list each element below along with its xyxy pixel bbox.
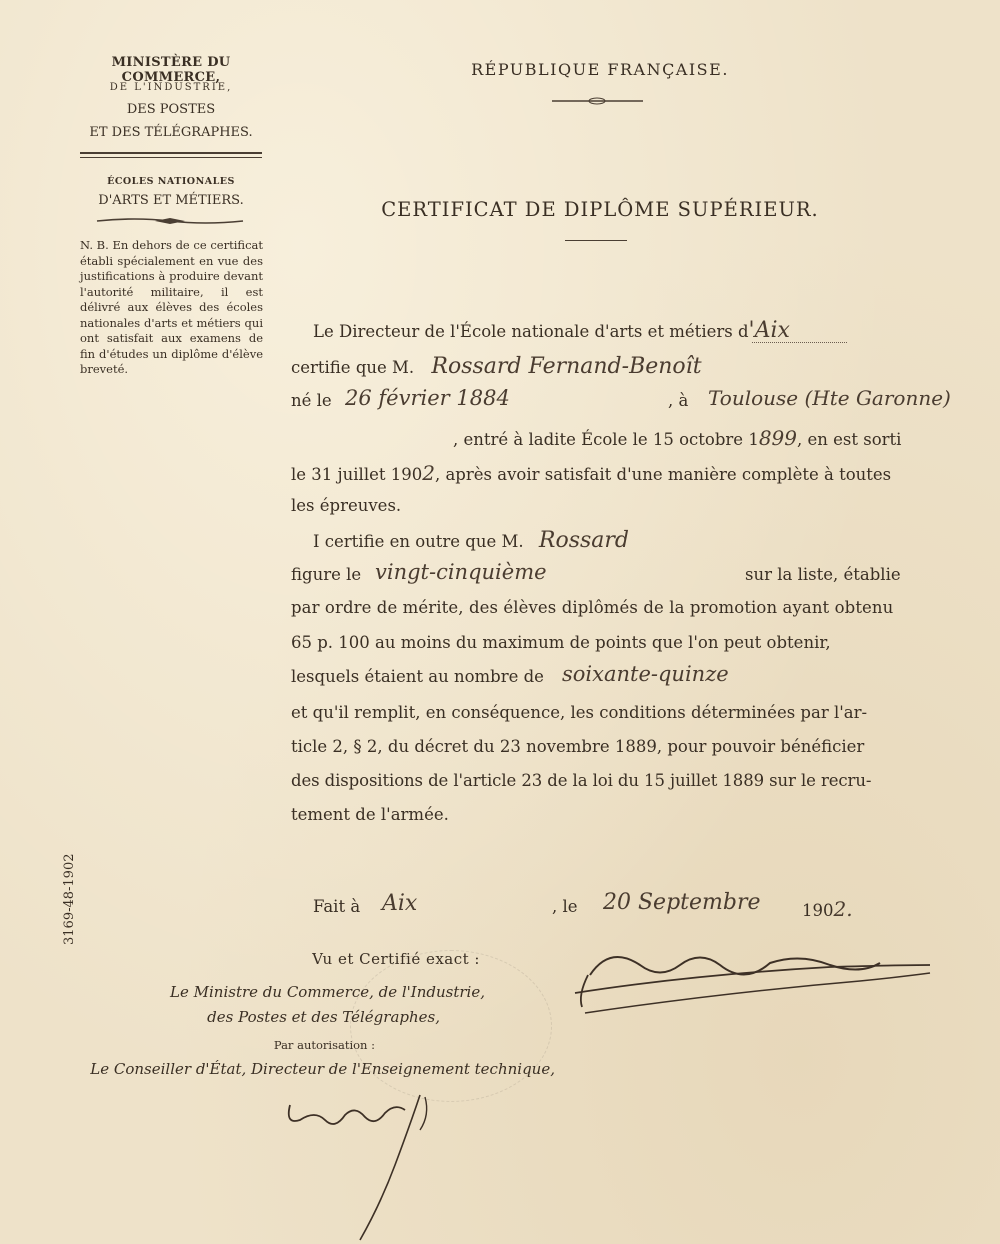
minister-line-2: des Postes et des Télégraphes, [207, 1008, 440, 1026]
exit-year-handwritten: 2 [422, 461, 435, 485]
reference-number: 3169-48-1902 [62, 853, 77, 945]
divider-double-bottom [80, 157, 262, 158]
satisfait-text: , après avoir satisfait d'une manière complète à toutes [434, 465, 892, 484]
school-line-2: D'ARTS ET MÉTIERS. [98, 193, 244, 208]
student-surname-handwritten: Rossard [538, 528, 630, 553]
birth-date-handwritten: 26 février 1884 [345, 386, 510, 410]
body-line-12: et qu'il remplit, en conséquence, les conditions déterminées par l'ar- [291, 703, 868, 722]
par-autorisation-text: Par autorisation : [273, 1038, 375, 1052]
body-line-1 [313, 318, 790, 343]
certifie-text: certifie que M. [291, 358, 415, 377]
body-line-5 [291, 461, 891, 485]
signing-date-handwritten: 20 Septembre [603, 890, 761, 915]
body-line-2 [291, 354, 702, 379]
ministry-line-2: DE L'INDUSTRIE, [109, 82, 233, 93]
body-line-7 [313, 528, 629, 553]
student-name-handwritten: Rossard Fernand-Benoît [431, 354, 702, 379]
ornament-divider-left [95, 214, 245, 228]
conseiller-line: Le Conseiller d'État, Directeur de l'Enseignement technique, [90, 1060, 555, 1078]
body-line-6: les épreuves. [291, 496, 402, 515]
divider-double-top [80, 152, 262, 154]
body-line-14: des dispositions de l'article 23 de la loi du 15 juillet 1889 sur le recru- [291, 771, 872, 790]
ministry-line-4: ET DES TÉLÉGRAPHES. [89, 125, 253, 140]
fill-line-city [752, 342, 847, 343]
count-handwritten: soixante-quinze [562, 662, 729, 686]
birth-place-prefix: , à [668, 391, 689, 410]
faint-stamp [350, 950, 552, 1102]
body-line-8: figure le [291, 565, 362, 584]
liste-text: sur la liste, établie [745, 565, 901, 584]
director-signature [570, 935, 940, 1030]
le-text: , le [552, 897, 578, 916]
exit-date-text: le 31 juillet 190 [291, 465, 423, 484]
signing-place-handwritten: Aix [382, 891, 418, 916]
minister-line-1: Le Ministre du Commerce, de l'Industrie, [170, 983, 485, 1001]
vu-certifie-text: Vu et Certifié exact : [312, 950, 480, 968]
year-printed [802, 897, 853, 921]
body-line-4 [453, 426, 901, 450]
school-line-1: ÉCOLES NATIONALES [107, 176, 235, 187]
ministry-line-1: MINISTÈRE DU COMMERCE, [111, 55, 231, 85]
certifie-outre-text: I certifie en outre que M. [313, 532, 524, 551]
director-text: Le Directeur de l'École nationale d'arts et métiers d [313, 322, 749, 341]
year-prefix-text: 190 [802, 901, 834, 920]
year-handwritten: 2. [833, 897, 853, 921]
school-city-handwritten: 'Aix [748, 318, 790, 343]
military-note: N. B. En dehors de ce certificat établi spécialement en vue des justifications à produire devant l'autorité militaire, il est délivré aux élèves des écoles nationales d'arts et métiers qui ont satisfait aux examens de fin d'études un diplôme d'élève breveté. [80, 238, 263, 376]
counselor-signature [280, 1085, 480, 1244]
republic-heading: RÉPUBLIQUE FRANÇAISE. [471, 60, 729, 79]
sorti-text: , en est sorti [797, 430, 902, 449]
title-underline [565, 240, 627, 241]
entry-text: , entré à ladite École le 15 octobre 1 [453, 430, 759, 449]
rank-handwritten: vingt-cinquième [375, 560, 547, 584]
body-line-11: lesquels étaient au nombre de [291, 667, 544, 686]
ornament-divider-header [550, 95, 645, 107]
ministry-line-3: DES POSTES [126, 102, 216, 117]
body-line-15: tement de l'armée. [291, 805, 449, 824]
body-line-3 [291, 391, 332, 410]
certificate-title: CERTIFICAT DE DIPLÔME SUPÉRIEUR. [381, 198, 819, 221]
ne-le-text: né le [291, 391, 332, 410]
body-line-9: par ordre de mérite, des élèves diplômés de la promotion ayant obtenu [291, 598, 894, 617]
body-line-13: ticle 2, § 2, du décret du 23 novembre 1889, pour pouvoir bénéficier [291, 737, 865, 756]
entry-year-handwritten: 899 [758, 426, 798, 450]
fait-a-text: Fait à [313, 897, 361, 916]
birth-place-handwritten: Toulouse (Hte Garonne) [708, 386, 951, 410]
body-line-10: 65 p. 100 au moins du maximum de points que l'on peut obtenir, [291, 633, 831, 652]
